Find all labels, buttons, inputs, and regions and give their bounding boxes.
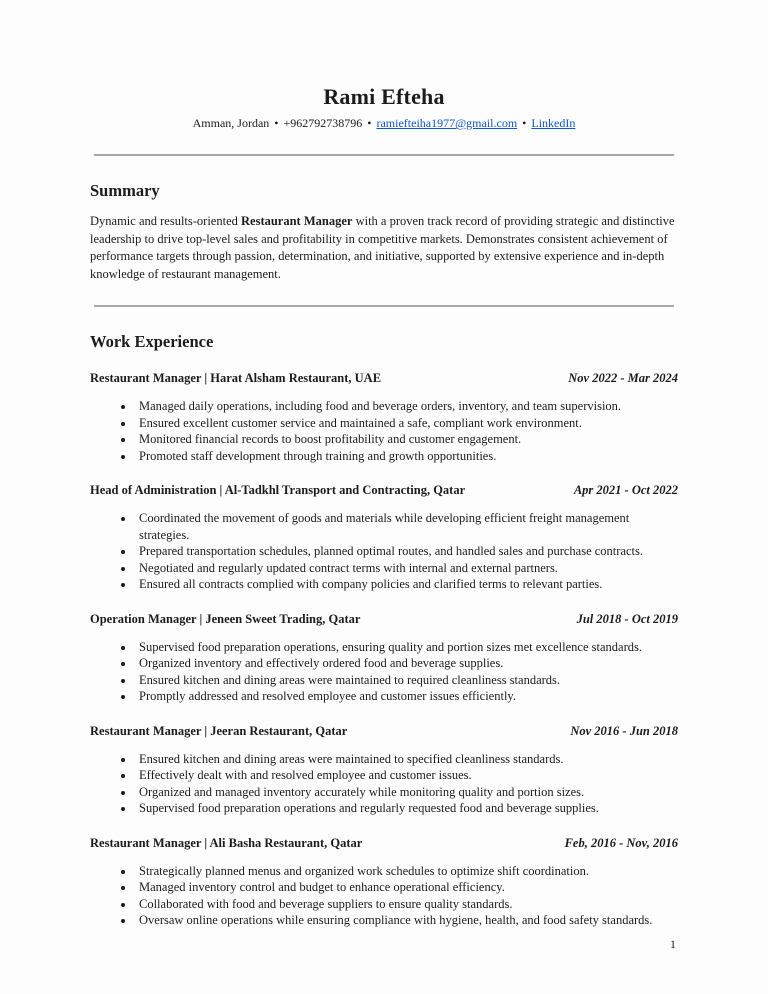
job-bullet: • Ensured all contracts complied with company policies and clarified terms to relevant parties. (135, 576, 678, 593)
work-experience-heading: Work Experience (90, 332, 214, 351)
job-bullet: • Managed daily operations, including food and beverage orders, inventory, and team supervision. (135, 398, 678, 415)
job-bullet: • Collaborated with food and beverage suppliers to ensure quality standards. (135, 896, 678, 913)
divider (94, 154, 674, 156)
job-bullet: • Organized and managed inventory accurately while monitoring quality and portion sizes. (135, 784, 678, 801)
job-title: Restaurant Manager | Jeeran Restaurant, Qatar (90, 723, 348, 738)
job-bullet: • Supervised food preparation operations and regularly requested food and beverage supplies. (135, 800, 678, 817)
job-bullet: • Promoted staff development through training and growth opportunities. (135, 448, 678, 465)
job-entry (90, 723, 678, 817)
job-bullet: • Effectively dealt with and resolved employee and customer issues. (135, 767, 678, 784)
job-bullet: • Strategically planned menus and organized work schedules to optimize shift coordination. (135, 863, 678, 880)
job-bullet: • Ensured excellent customer service and maintained a safe, compliant work environment. (135, 415, 678, 432)
linkedin-link[interactable]: LinkedIn (531, 116, 576, 130)
job-bullet: • Prepared transportation schedules, planned optimal routes, and handled sales and purchase contracts. (135, 543, 678, 560)
job-entry (90, 482, 678, 593)
job-dates: Nov 2022 - Mar 2024 (568, 371, 678, 385)
job-bullet: • Managed inventory control and budget to enhance operational efficiency. (135, 879, 678, 896)
contact-line (90, 114, 678, 132)
job-bullets (90, 398, 678, 464)
job-dates: Feb, 2016 - Nov, 2016 (564, 835, 678, 850)
resume-header (90, 84, 678, 132)
work-experience-section (90, 332, 678, 929)
job-title: Head of Administration | Al-Tadkhl Transport and Contracting, Qatar (90, 483, 466, 497)
job-header (90, 370, 678, 387)
email-link[interactable]: ramiefteiha1977@gmail.com (376, 116, 518, 130)
job-header (90, 723, 678, 740)
job-bullet: • Coordinated the movement of goods and materials while developing efficient freight management strategies. (135, 510, 678, 543)
summary-section (90, 181, 678, 283)
page-number: 1 (670, 937, 676, 951)
contact-separator: • (367, 116, 372, 130)
job-bullet: • Ensured kitchen and dining areas were maintained to required cleanliness standards. (135, 672, 678, 689)
job-bullet: • Supervised food preparation operations, ensuring quality and portion sizes met excellence standards. (135, 639, 678, 656)
contact-separator: • (274, 116, 279, 130)
job-dates: Nov 2016 - Jun 2018 (570, 723, 678, 738)
summary-heading: Summary (90, 181, 160, 200)
job-bullets (90, 510, 678, 593)
contact-phone: +962792738796 (283, 116, 363, 130)
job-dates: Jul 2018 - Oct 2019 (576, 611, 678, 626)
contact-separator: • (522, 116, 527, 130)
job-bullets (90, 863, 678, 929)
job-dates: Apr 2021 - Oct 2022 (573, 483, 678, 497)
divider (94, 305, 674, 307)
job-bullet: • Organized inventory and effectively ordered food and beverage supplies. (135, 655, 678, 672)
job-entry (90, 370, 678, 464)
job-bullet: • Monitored financial records to boost profitability and customer engagement. (135, 431, 678, 448)
resume-name: Rami Efteha (323, 84, 445, 109)
summary-text: Dynamic and results-oriented (90, 214, 241, 228)
job-bullet: • Oversaw online operations while ensuring compliance with hygiene, health, and food safety standards. (135, 912, 678, 929)
job-entry (90, 611, 678, 705)
job-bullet: • Negotiated and regularly updated contract terms with internal and external partners. (135, 560, 678, 577)
job-header (90, 835, 678, 852)
job-bullet: • Promptly addressed and resolved employee and customer issues efficiently. (135, 688, 678, 705)
job-entry (90, 835, 678, 929)
summary-paragraph (90, 213, 678, 283)
job-bullets (90, 751, 678, 817)
job-header (90, 482, 678, 499)
job-bullets (90, 639, 678, 705)
summary-bold-term: Restaurant Manager (241, 214, 353, 228)
job-title: Restaurant Manager | Harat Alsham Restaurant, UAE (90, 371, 382, 385)
job-title: Operation Manager | Jeneen Sweet Trading, Qatar (90, 611, 361, 626)
summary-text: with a proven track record of providing strategic and distinctive leadership to drive top-level sales and profitability in competitive markets. Demonstrates consistent achievement of performance targets through passion, determination, and initiative, supported by extensive experience and in-depth knowledge of restaurant management. (90, 214, 675, 281)
contact-location: Amman, Jordan (192, 116, 270, 130)
jobs-list (90, 370, 678, 929)
job-title: Restaurant Manager | Ali Basha Restaurant, Qatar (90, 835, 363, 850)
job-bullet: • Ensured kitchen and dining areas were maintained to specified cleanliness standards. (135, 751, 678, 768)
job-header (90, 611, 678, 628)
